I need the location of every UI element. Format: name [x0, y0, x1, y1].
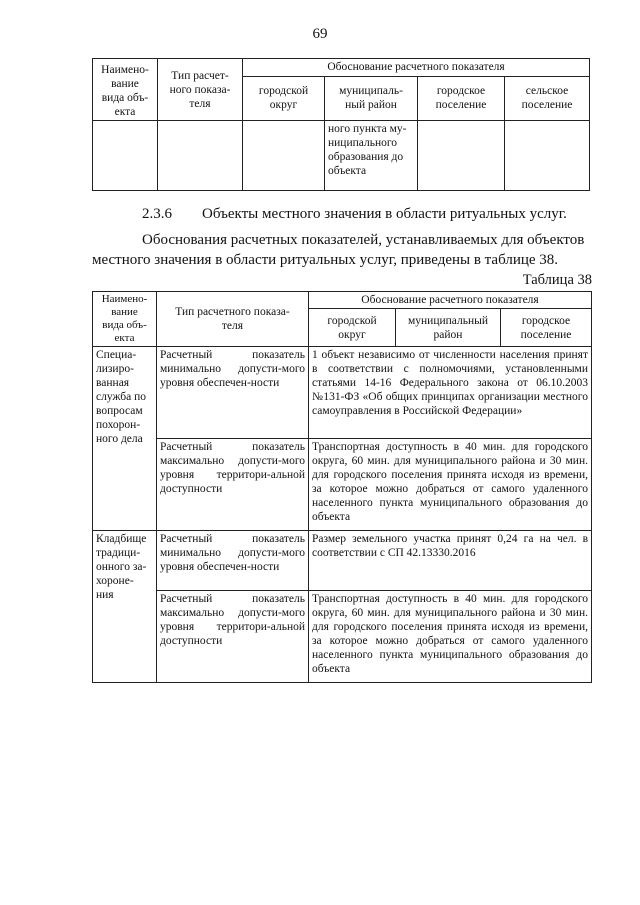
subheader-urban-settlement: городское поселение [501, 309, 592, 347]
indicator-value-cell: Транспортная доступность в 40 мин. для городского округа, 60 мин. для муниципального района и 30 мин. для городского поселения принята исходя из времени, за которое можно добраться от самого удаленного населенного пункта муниципального образования до объекта [309, 591, 592, 683]
table-row [93, 591, 592, 683]
page-number: 69 [312, 26, 328, 42]
continued-table [92, 58, 590, 191]
table-caption: Таблица 38 [522, 272, 592, 288]
indicator-type-cell: Расчетный показатель максимально допусти-мого уровня территори-альной доступности [157, 591, 309, 683]
header-object-name: Наимено- вание вида объ- екта [93, 59, 158, 121]
object-name-cemetery: Кладбище традици- онного за- хороне- ния [93, 531, 157, 683]
indicator-value-cell: Размер земельного участка принят 0,24 га на чел. в соответствии с СП 42.13330.2016 [309, 531, 592, 591]
section-title: Объекты местного значения в области ритуальных услуг. [202, 206, 567, 222]
header-basis: Обоснование расчетного показателя [309, 292, 592, 309]
subheader-municipal-district: муниципаль- ный район [325, 76, 418, 120]
indicator-type-cell: Расчетный показатель максимально допусти-мого уровня территори-альной доступности [157, 439, 309, 531]
object-name-funeral-service: Специа- лизиро- ванная служба по вопросам похорон- ного дела [93, 347, 157, 531]
table-cell [93, 121, 158, 191]
header-indicator-type: Тип расчет- ного показа- теля [158, 59, 243, 121]
subheader-urban-settlement: городское поселение [418, 76, 505, 120]
paragraph-line-1: Обоснования расчетных показателей, устанавливаемых для объектов [142, 232, 585, 248]
header-indicator-type: Тип расчетного показа- теля [157, 292, 309, 347]
table-row [93, 347, 592, 439]
indicator-type-cell: Расчетный показатель минимально допусти-мого уровня обеспечен-ности [157, 531, 309, 591]
table-cell [243, 121, 325, 191]
header-object-name: Наимено- вание вида объ- екта [93, 292, 157, 347]
subheader-rural-settlement: сельское поселение [505, 76, 590, 120]
indicator-value-cell: 1 объект независимо от численности населения принят в соответствии с полномочиями, установленными статьями 14-16 Федерального закона от 06.10.2003 №131-ФЗ «Об общих принципах организации местного самоуправления в Российской Федерации» [309, 347, 592, 439]
header-basis: Обоснование расчетного показателя [243, 59, 590, 77]
table-cell [505, 121, 590, 191]
indicator-value-cell: Транспортная доступность в 40 мин. для городского округа, 60 мин. для муниципального района и 30 мин. для городского поселения принята исходя из времени, за которое можно добраться от самого удаленного населенного пункта муниципального образования до объекта [309, 439, 592, 531]
subheader-city-district: городской округ [243, 76, 325, 120]
table-row [93, 439, 592, 531]
table-cell [418, 121, 505, 191]
table-38 [92, 291, 592, 683]
continued-text-cell: ного пункта му- ниципального образования до объекта [325, 121, 418, 191]
table-row [93, 531, 592, 591]
indicator-type-cell: Расчетный показатель минимально допусти-мого уровня обеспечен-ности [157, 347, 309, 439]
paragraph-line-2: местного значения в области ритуальных услуг, приведены в таблице 38. [92, 252, 559, 268]
subheader-municipal-district: муниципальный район [396, 309, 501, 347]
section-heading [142, 206, 567, 223]
table-cell [158, 121, 243, 191]
subheader-city-district: городской округ [309, 309, 396, 347]
section-number: 2.3.6 [142, 206, 172, 222]
